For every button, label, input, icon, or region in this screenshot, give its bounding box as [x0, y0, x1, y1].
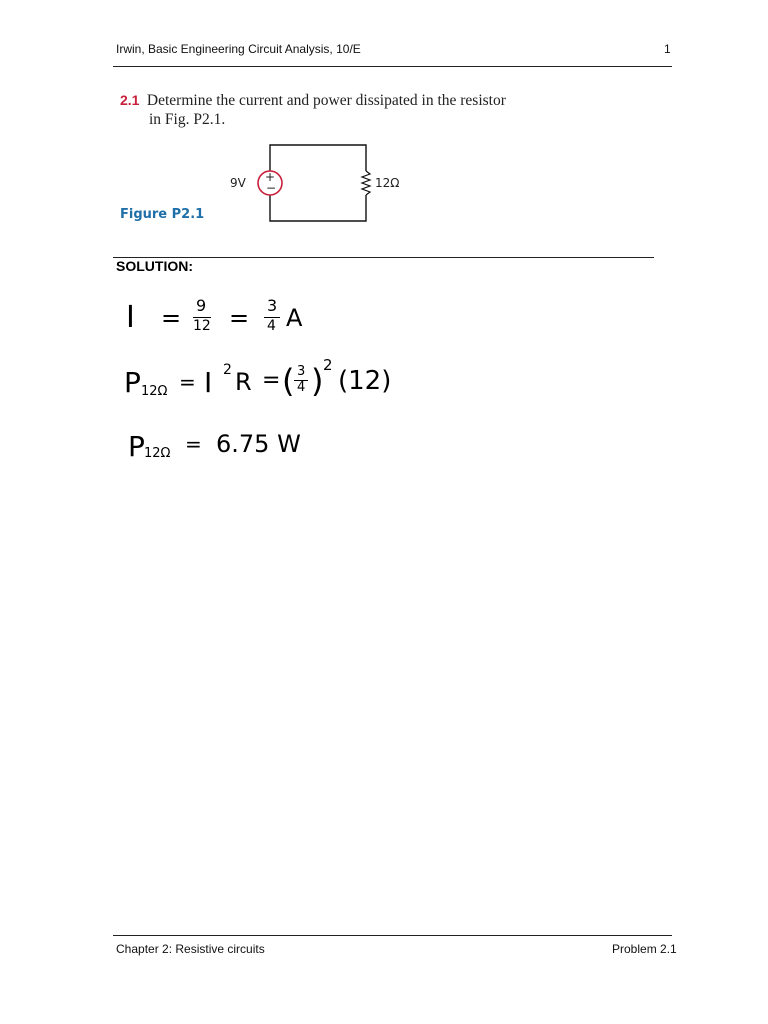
eq2-I: I: [204, 366, 213, 399]
eq2-frac-den: 4: [297, 380, 306, 395]
problem-text-line1: Determine the current and power dissipated in the resistor: [146, 92, 506, 109]
footer-problem: Problem 2.1: [612, 942, 677, 956]
eq2-P: P: [124, 366, 141, 399]
resistor-label: 12Ω: [375, 176, 400, 190]
eq2-sub: 12Ω: [141, 384, 168, 399]
resistor-icon: [362, 171, 370, 195]
header-rule: [113, 66, 672, 67]
eq2-R: R: [235, 368, 252, 396]
eq1-num1: 9: [196, 296, 207, 315]
footer-chapter: Chapter 2: Resistive circuits: [116, 942, 265, 956]
equation-1: I = 9 12 = 3 4 A: [126, 296, 303, 335]
footer-rule: [113, 935, 672, 936]
header-title: Irwin, Basic Engineering Circuit Analysis, 10/E: [116, 42, 361, 56]
source-plus: +: [265, 170, 276, 184]
circuit-figure: [225, 140, 425, 230]
eq2-frac-num: 3: [297, 364, 306, 379]
problem-statement: [120, 91, 506, 110]
eq2-val: (12): [338, 366, 392, 396]
equation-3: P 12Ω = 6.75 W: [128, 430, 301, 463]
eq1-den2: 4: [267, 318, 276, 334]
source-label: 9V: [230, 176, 246, 190]
figure-label: Figure P2.1: [120, 207, 205, 222]
eq1-lhs: I: [126, 300, 135, 335]
source-minus: −: [266, 181, 277, 195]
eq2-exp2: 2: [323, 356, 333, 374]
page-number: 1: [664, 42, 671, 56]
solution-heading: SOLUTION:: [116, 258, 193, 274]
eq1-num2: 3: [267, 296, 278, 315]
eq1-den1: 12: [193, 318, 211, 334]
eq3-sub: 12Ω: [144, 446, 171, 461]
problem-text-line2: in Fig. P2.1.: [149, 111, 226, 128]
circuit-wires: [270, 145, 366, 221]
equation-2: P 12Ω = I 2 R = ( 3 4 ) 2 (12): [124, 356, 392, 400]
eq3-P: P: [128, 430, 145, 463]
eq2-exp: 2: [223, 362, 232, 378]
solution-rule: [113, 257, 654, 258]
eq1-unit: A: [286, 304, 303, 332]
problem-number: 2.1: [120, 92, 140, 108]
eq3-result: 6.75 W: [216, 430, 301, 458]
